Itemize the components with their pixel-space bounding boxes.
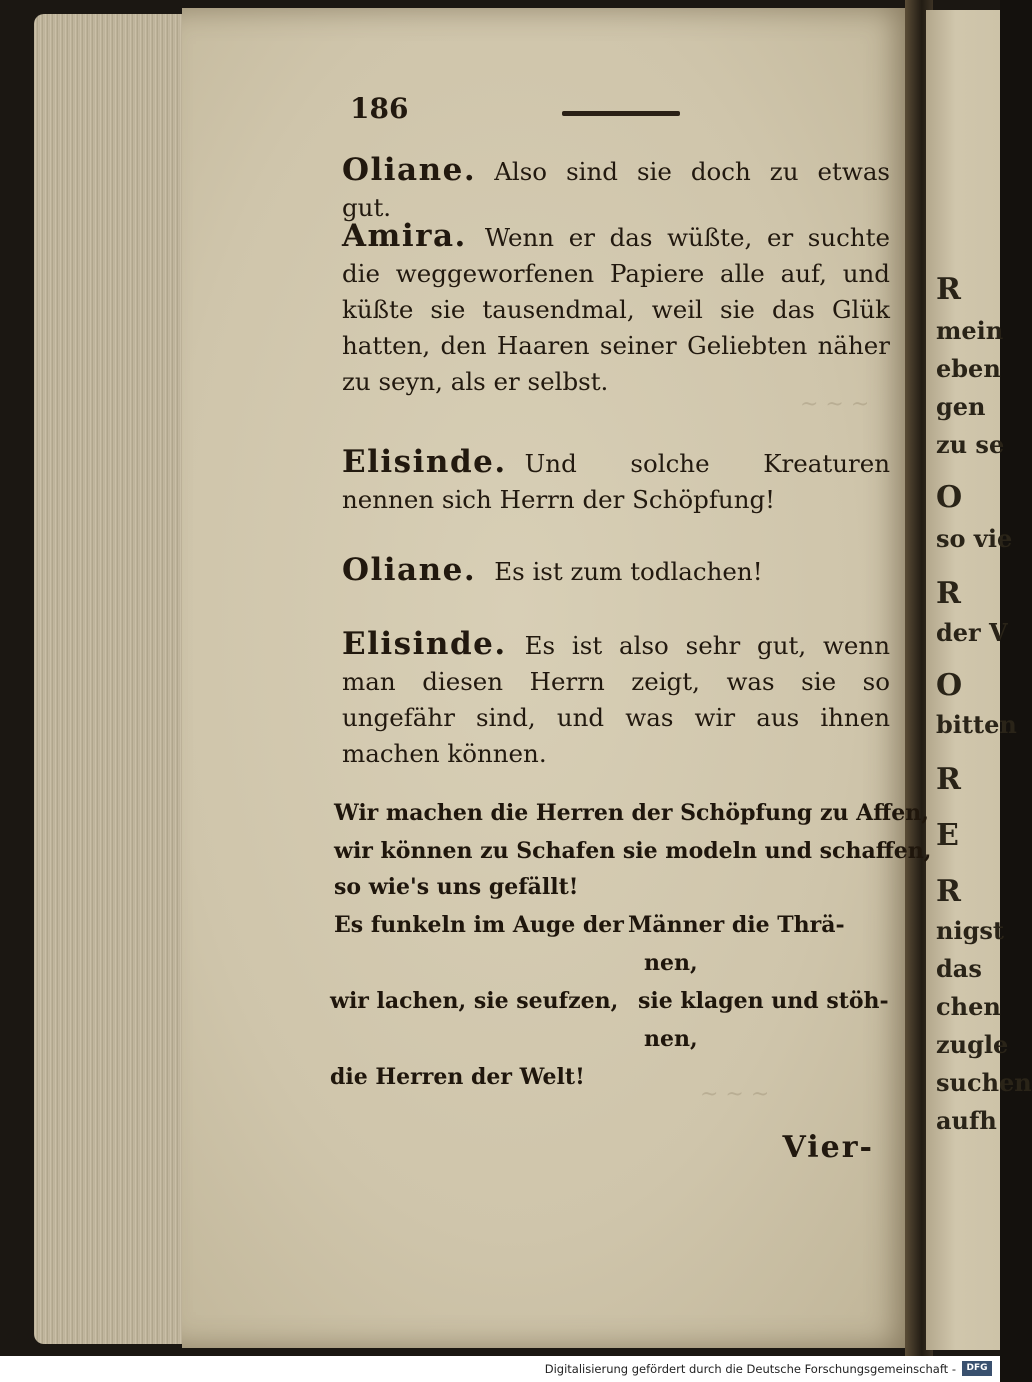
dfg-logo: DFG <box>962 1361 992 1376</box>
facing-line: R <box>936 874 961 909</box>
verse-line: sie klagen und stöh- <box>638 988 889 1014</box>
speaker-name: Elisinde. <box>342 626 507 662</box>
speaker-name: Oliane. <box>342 152 477 188</box>
page-number: 186 <box>350 92 409 125</box>
facing-line: zugle <box>936 1030 1009 1059</box>
page-edges <box>34 14 184 1344</box>
facing-line: das <box>936 954 982 983</box>
catchword: Vier- <box>782 1130 874 1165</box>
speech-block <box>342 152 890 226</box>
digitization-footer <box>0 1356 1000 1382</box>
speech-text: Es ist zum todlachen! <box>494 557 763 586</box>
speech-block <box>342 552 890 590</box>
verse-line: wir können zu Schafen sie modeln und schaffen, <box>334 838 932 864</box>
facing-line: aufh <box>936 1106 997 1135</box>
facing-line: zu se <box>936 430 1005 459</box>
facing-line: R <box>936 762 961 797</box>
speech-text: Es ist also sehr gut, wenn man diesen Herrn zeigt, was sie so ungefähr sind, und was wir aus ihnen machen können. <box>342 631 890 768</box>
speaker-name: Oliane. <box>342 552 477 588</box>
facing-line: R <box>936 576 961 611</box>
verse-line: so wie's uns gefällt! <box>334 874 579 900</box>
speech-block <box>342 626 890 772</box>
speech-block <box>342 218 890 400</box>
facing-line: suchen <box>936 1068 1032 1097</box>
speech-text: Wenn er das wüßte, er suchte die weggeworfenen Papiere alle auf, und küßte sie tausendmal, weil sie das Glük hatten, den Haaren seiner Geliebten näher zu seyn, als er selbst. <box>342 223 890 396</box>
verse-line: wir lachen, sie seufzen, <box>330 988 619 1014</box>
facing-line: gen <box>936 392 986 421</box>
verse-line: Es funkeln im Auge der <box>334 912 624 938</box>
facing-line: R <box>936 272 961 307</box>
facing-line: bitten <box>936 710 1017 739</box>
facing-line: chen <box>936 992 1001 1021</box>
facing-line: E <box>936 818 959 853</box>
verse-line: nen, <box>644 950 698 976</box>
show-through-texture: ~ ~ ~ <box>800 392 870 417</box>
facing-line: der V <box>936 618 1008 647</box>
facing-line: eben <box>936 354 1001 383</box>
speech-text: Und solche Kreaturen nennen sich Herrn der Schöpfung! <box>342 449 890 514</box>
speech-block <box>342 444 890 518</box>
verse-line: nen, <box>644 1026 698 1052</box>
verse-line: Wir machen die Herren der Schöpfung zu Affen, <box>334 800 929 826</box>
header-rule <box>562 111 680 116</box>
facing-line: nigst <box>936 916 1004 945</box>
speaker-name: Elisinde. <box>342 444 507 480</box>
facing-page-fragment <box>926 10 1032 1350</box>
verse-line: Männer die Thrä- <box>628 912 845 938</box>
speaker-name: Amira. <box>342 218 467 254</box>
facing-line: mein <box>936 316 1004 345</box>
facing-line: so vie <box>936 524 1013 553</box>
facing-line: O <box>936 668 963 703</box>
show-through-texture: ~ ~ ~ <box>700 1082 770 1107</box>
facing-line: O <box>936 480 963 515</box>
verse-line: die Herren der Welt! <box>330 1064 585 1090</box>
funding-credit: Digitalisierung gefördert durch die Deutsche Forschungsgemeinschaft - <box>544 1362 956 1376</box>
speech-text: Also sind sie doch zu etwas gut. <box>342 157 890 222</box>
